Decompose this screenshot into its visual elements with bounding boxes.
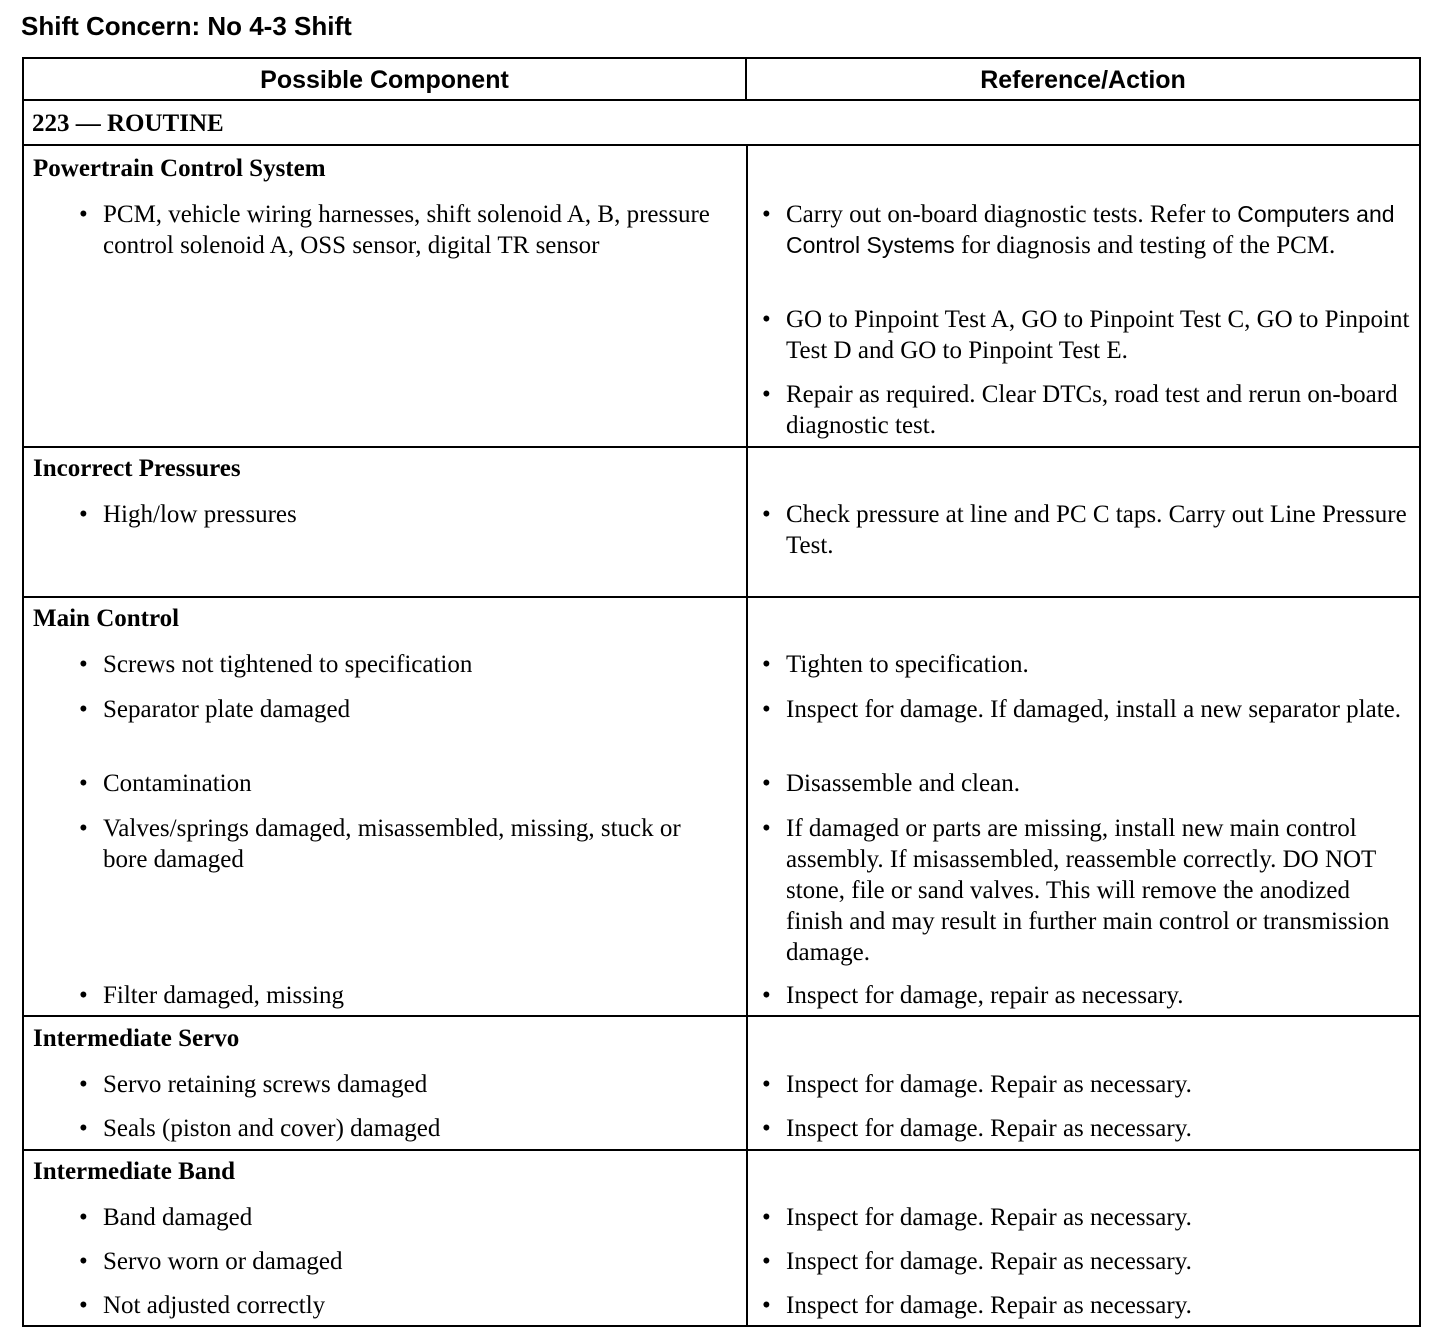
component-item: • Seals (piston and cover) damaged — [79, 1115, 441, 1142]
component-item: • Contamination — [79, 770, 252, 797]
action-item: • Inspect for damage. If damaged, install a new separator plate. — [762, 696, 1402, 723]
action-item: • Inspect for damage. Repair as necessary. — [762, 1248, 1192, 1275]
action-item: • Inspect for damage. Repair as necessary. — [762, 1115, 1192, 1142]
component-item: • High/low pressures — [79, 501, 297, 528]
component-item: • Servo worn or damaged — [79, 1248, 343, 1275]
action-item: • Tighten to specification. — [762, 651, 1029, 678]
section-divider — [24, 1015, 1419, 1017]
action-item: • Inspect for damage, repair as necessary. — [762, 982, 1184, 1009]
component-item: • Filter damaged, missing — [79, 982, 344, 1009]
column-header-component: Possible Component — [24, 59, 747, 101]
action-item: • Repair as required. Clear DTCs, road test and rerun on-board diagnostic test. — [762, 381, 1398, 439]
component-item: • Band damaged — [79, 1204, 253, 1231]
section-title-intermediate-servo: Intermediate Servo — [33, 1025, 240, 1052]
action-item: • If damaged or parts are missing, install new main control assembly. If misassembled, reassemble correctly. DO NOT stone, file or sand valves. This will remove the anodized finish and may result in further main control or transmission damage. — [762, 815, 1390, 966]
component-item: • PCM, vehicle wiring harnesses, shift solenoid A, B, pressure control solenoid A, OSS sensor, digital TR sensor — [79, 201, 710, 259]
section-title-pressures: Incorrect Pressures — [33, 455, 241, 482]
section-title-powertrain: Powertrain Control System — [33, 155, 326, 182]
routine-code-row: 223 — ROUTINE — [24, 101, 1419, 146]
section-title-main-control: Main Control — [33, 605, 180, 632]
component-item: • Separator plate damaged — [79, 696, 351, 723]
component-item: • Valves/springs damaged, misassembled, missing, stuck or bore damaged — [79, 815, 681, 873]
action-item: • Check pressure at line and PC C taps. Carry out Line Pressure Test. — [762, 501, 1407, 559]
component-item: • Screws not tightened to specification — [79, 651, 473, 678]
action-item: • Inspect for damage. Repair as necessary. — [762, 1204, 1192, 1231]
section-divider — [24, 596, 1419, 598]
action-item: • Inspect for damage. Repair as necessary. — [762, 1292, 1192, 1319]
diagnosis-table — [22, 57, 1421, 1327]
component-item: • Servo retaining screws damaged — [79, 1071, 428, 1098]
component-item: • Not adjusted correctly — [79, 1292, 326, 1319]
section-title-intermediate-band: Intermediate Band — [33, 1158, 236, 1185]
action-item: • Inspect for damage. Repair as necessary. — [762, 1071, 1192, 1098]
action-item: • GO to Pinpoint Test A, GO to Pinpoint Test C, GO to Pinpoint Test D and GO to Pinpoint Test E. — [762, 306, 1410, 364]
page-title: Shift Concern: No 4-3 Shift — [21, 11, 352, 41]
section-divider — [24, 446, 1419, 448]
column-header-action: Reference/Action — [747, 59, 1419, 101]
action-item: • Disassemble and clean. — [762, 770, 1020, 797]
reference-link: Computers and Control Systems — [786, 201, 1395, 258]
section-divider — [24, 1149, 1419, 1151]
action-item: • Carry out on-board diagnostic tests. Refer to Computers and Control Systems for diagnosis and testing of the PCM. — [762, 201, 1395, 259]
